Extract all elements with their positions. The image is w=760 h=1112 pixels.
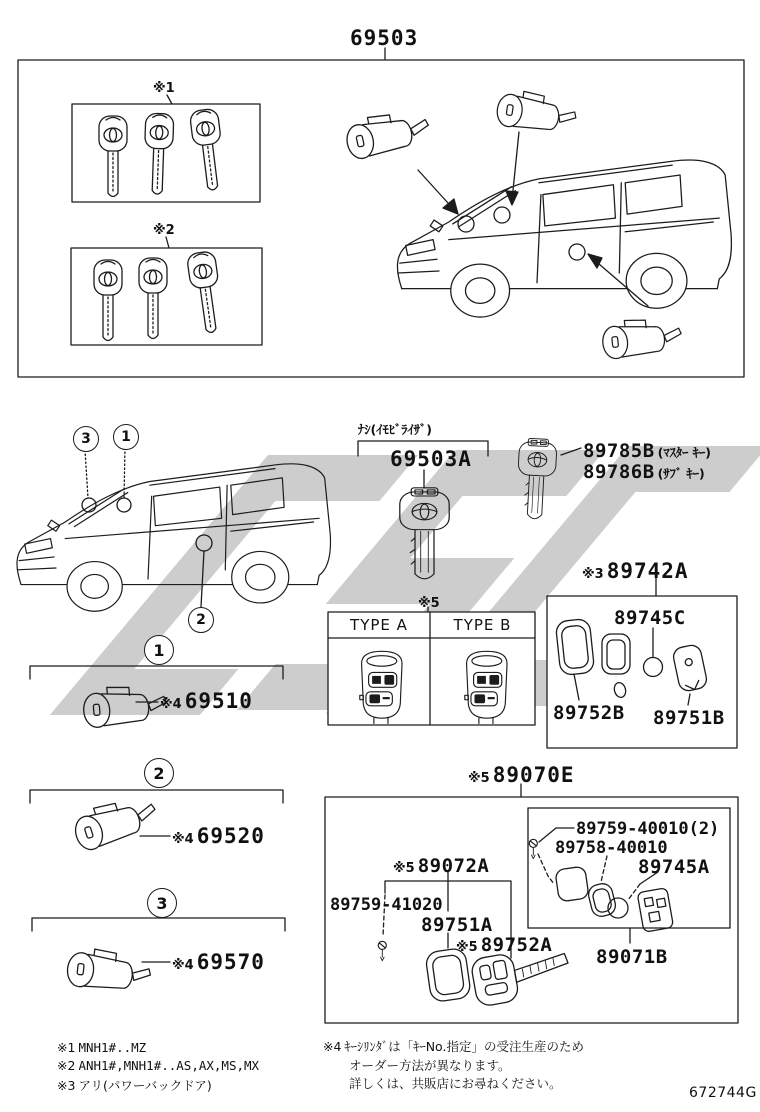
back-door-cylinder-label: ※4 69570 bbox=[172, 950, 265, 974]
transmitter-key-label: ※5 89752A bbox=[456, 934, 553, 956]
battery-part-number: 89745A bbox=[638, 856, 710, 878]
key-set-2-note: ※2 bbox=[153, 223, 175, 238]
document-number: 672744G bbox=[689, 1085, 757, 1101]
box-callout-1: 1 bbox=[144, 635, 174, 665]
van-callout-1: 1 bbox=[113, 424, 139, 450]
van-callout-2: 2 bbox=[188, 607, 214, 633]
part-number-69520: 69520 bbox=[196, 824, 265, 848]
key-set-1-note: ※1 bbox=[153, 81, 175, 96]
key-blank-part-number: 69503A bbox=[390, 447, 472, 471]
remote-case-part-number: 89742A bbox=[606, 559, 689, 583]
top-assembly-part-number: 69503 bbox=[350, 26, 419, 50]
type-a-header: TYPE A bbox=[350, 616, 408, 634]
housing-part-number: 89072A bbox=[417, 855, 490, 877]
top-assembly-box bbox=[18, 48, 744, 377]
module-part-number: 89071B bbox=[596, 946, 668, 968]
housing-screw-part-number: 89759-41020 bbox=[330, 895, 443, 915]
master-key-part-number: 89785B bbox=[583, 440, 655, 462]
transmitter-part-number: 89070E bbox=[492, 763, 575, 787]
box-callout-3: 3 bbox=[147, 888, 177, 918]
sub-key-part-number: 89786B bbox=[583, 461, 655, 483]
transmitter-cover-part-number: 89758-40010 bbox=[555, 838, 668, 858]
button-part-number: 89745C bbox=[614, 607, 686, 629]
ignition-cylinder-label: ※4 69510 bbox=[160, 689, 253, 713]
housing-part-label: ※5 89072A bbox=[393, 855, 490, 877]
transmitter-screw-part-number: 89759-40010(2) bbox=[576, 819, 720, 839]
transmitter-part-label: ※5 89070E bbox=[468, 763, 575, 787]
part-number-69570: 69570 bbox=[196, 950, 265, 974]
immobilizer-label: ﾅｼ(ｲﾓﾋﾞﾗｲｻﾞ) bbox=[358, 422, 432, 437]
transmitter-key-part-number: 89752A bbox=[480, 934, 553, 956]
type-table-note: ※5 bbox=[418, 596, 440, 611]
footnote-3: ※3 アリ(パワーバックドア) bbox=[57, 1078, 212, 1093]
footnote-4-line-3: 詳しくは、共販店にお尋ねください。 bbox=[349, 1076, 562, 1091]
footnote-4-line-1: ※4 ｷｰｼﾘﾝﾀﾞは「ｷｰNo.指定」の受注生産のため bbox=[323, 1039, 584, 1054]
master-key-label: 89785B (ﾏｽﾀｰ ｷｰ) bbox=[583, 440, 711, 462]
footnote-4-line-2: オーダー方法が異なります。 bbox=[349, 1058, 511, 1073]
case-upper-part-number: 89752B bbox=[553, 702, 625, 724]
case-lower-part-number: 89751B bbox=[653, 707, 725, 729]
part-number-69510: 69510 bbox=[184, 689, 253, 713]
footnote-2: ※2 ANH1#,MNH1#..AS,AX,MS,MX bbox=[57, 1058, 260, 1073]
box-callout-2: 2 bbox=[144, 758, 174, 788]
case-part-number: 89751A bbox=[421, 914, 493, 936]
remote-case-part-label: ※3 89742A bbox=[582, 559, 689, 583]
type-b-header: TYPE B bbox=[453, 616, 512, 634]
door-cylinder-label: ※4 69520 bbox=[172, 824, 265, 848]
van-callout-3: 3 bbox=[73, 426, 99, 452]
sub-key-label: 89786B (ｻﾌﾞ ｷｰ) bbox=[583, 461, 705, 483]
footnote-1: ※1 MNH1#..MZ bbox=[57, 1040, 147, 1055]
